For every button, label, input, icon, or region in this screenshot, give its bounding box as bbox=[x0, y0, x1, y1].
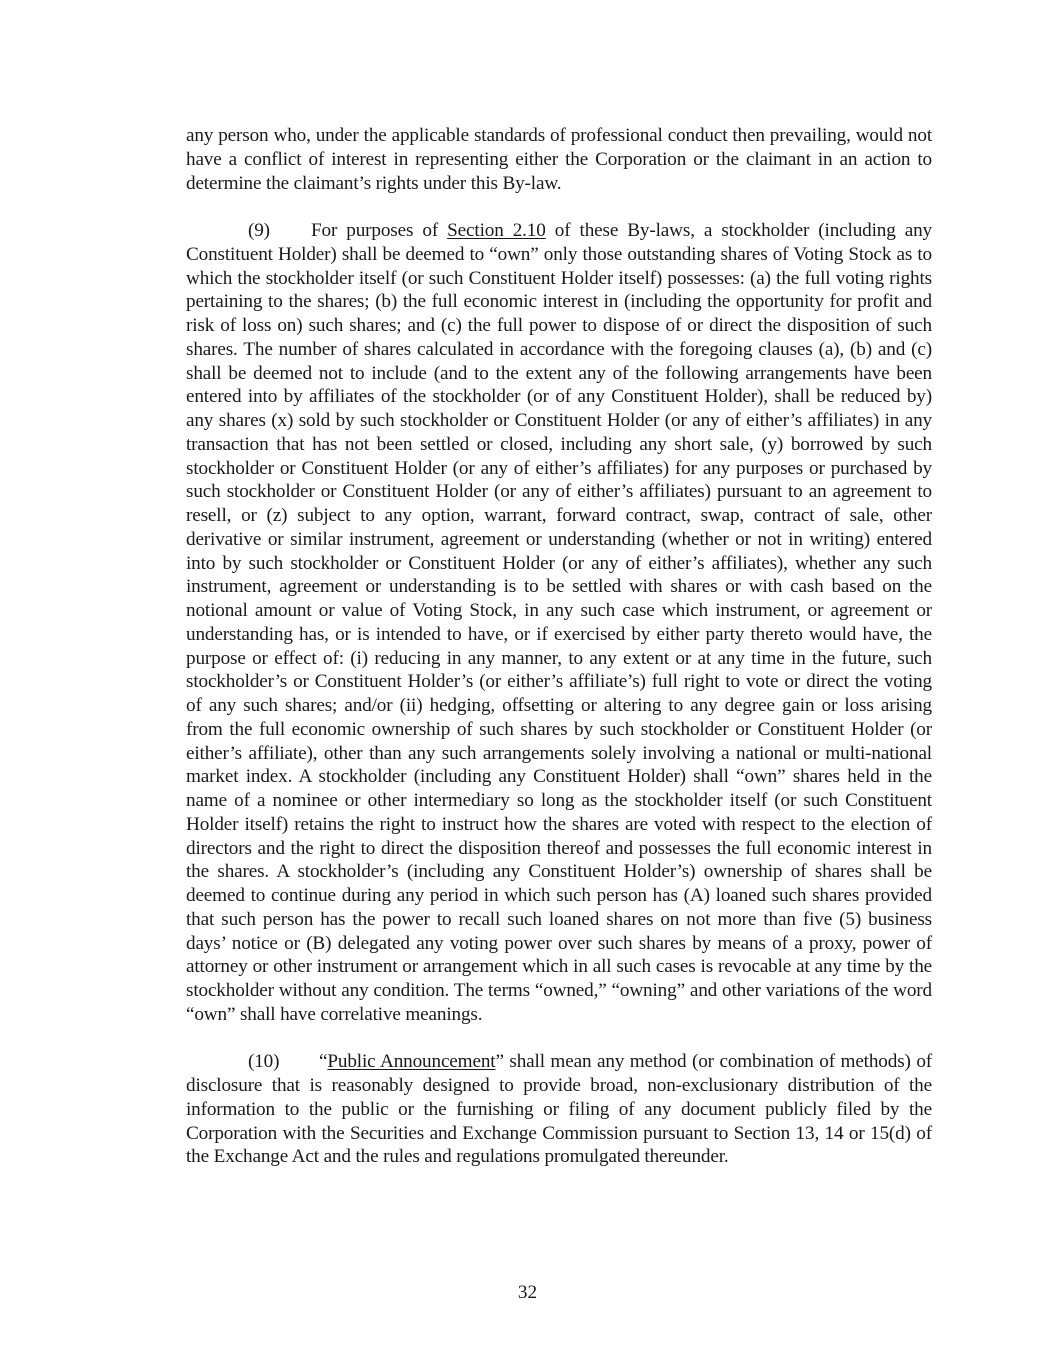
paragraph-10 bbox=[186, 1050, 932, 1169]
open-quote: “ bbox=[319, 1051, 328, 1073]
page-number: 32 bbox=[517, 1282, 538, 1303]
continuation-paragraph: any person who, under the applicable standards of professional conduct then prevailing, would not have a conflict of interest in representing either the Corporation or the claimant in an action to determine the claimant’s rights under this By-law. bbox=[186, 125, 932, 194]
paragraph-9 bbox=[186, 219, 932, 1027]
defined-term: Public Announcement bbox=[327, 1051, 496, 1073]
section-reference: Section 2.10 bbox=[447, 220, 546, 241]
paragraph-number: (10) bbox=[248, 1051, 280, 1073]
paragraph-lead-text: For purposes of bbox=[311, 220, 448, 241]
paragraph-body-text: of these By-laws, a stockholder (including any Constituent Holder) shall be deemed to “own” only those outstanding shares of Voting Stock as to which the stockholder itself (or such Constituent Holder itself) possesses: (a) the full voting rights pertaining to the shares; (b) the full economic interest in (including the opportunity for profit and risk of loss on) such shares; and (c) the full power to dispose of or direct the disposition of such shares. The number of shares calculated in accordance with the foregoing clauses (a), (b) and (c) shall be deemed not to include (and to the extent any of the following arrangements have been entered into by affiliates of the stockholder (or of any Constituent Holder), shall be reduced by) any shares (x) sold by such stockholder or Constituent Holder (or any of either’s affiliates) in any transaction that has not been settled or closed, including any short sale, (y) borrowed by such stockholder or Constituent Holder (or any of either’s affiliates) for any purposes or purchased by such stockholder or Constituent Holder (or any of either’s affiliates) pursuant to an agreement to resell, or (z) subject to any option, warrant, forward contract, swap, contract of sale, other derivative or similar instrument, agreement or understanding (whether or not in writing) entered into by such stockholder or Constituent Holder (or any of either’s affiliates), whether any such instrument, agreement or understanding is to be settled with shares or with cash based on the notional amount or value of Voting Stock, in any such case which instrument, or agreement or understanding has, or is intended to have, or if exercised by either party thereto would have, the purpose or effect of: (i) reducing in any manner, to any extent or at any time in the future, such stockholder’s or Constituent Holder’s (or either’s affiliate’s) full right to vote or direct the voting of any such shares; and/or (ii) hedging, offsetting or altering to any degree gain or loss arising from the full economic ownership of such shares by such stockholder or Constituent Holder (or either’s affiliate), other than any such arrangements solely involving a national or multi-national market index. A stockholder (including any Constituent Holder) shall “own” shares held in the name of a nominee or other intermediary so long as the stockholder itself (or such Constituent Holder itself) retains the right to instruct how the shares are voted with respect to the election of directors and the right to direct the disposition thereof and possesses the full economic interest in the shares. A stockholder’s (including any Constituent Holder’s) ownership of shares shall be deemed to continue during any period in which such person has (A) loaned such shares provided that such person has the power to recall such loaned shares on not more than five (5) business days’ notice or (B) delegated any voting power over such shares by means of a proxy, power of attorney or other instrument or arrangement which in all such cases is revocable at any time by the stockholder without any condition. The terms “owned,” “owning” and other variations of the word “own” shall have correlative meanings. bbox=[186, 220, 932, 1025]
paragraph-body-text: ” shall mean any method (or combination of methods) of disclosure that is reasonably designed to provide broad, non-exclusionary distribution of the information to the public or the furnishing or filing of any document publicly filed by the Corporation with the Securities and Exchange Commission pursuant to Section 13, 14 or 15(d) of the Exchange Act and the rules and regulations promulgated thereunder. bbox=[186, 1051, 932, 1168]
paragraph-number: (9) bbox=[248, 220, 270, 241]
document-page bbox=[186, 124, 932, 1193]
